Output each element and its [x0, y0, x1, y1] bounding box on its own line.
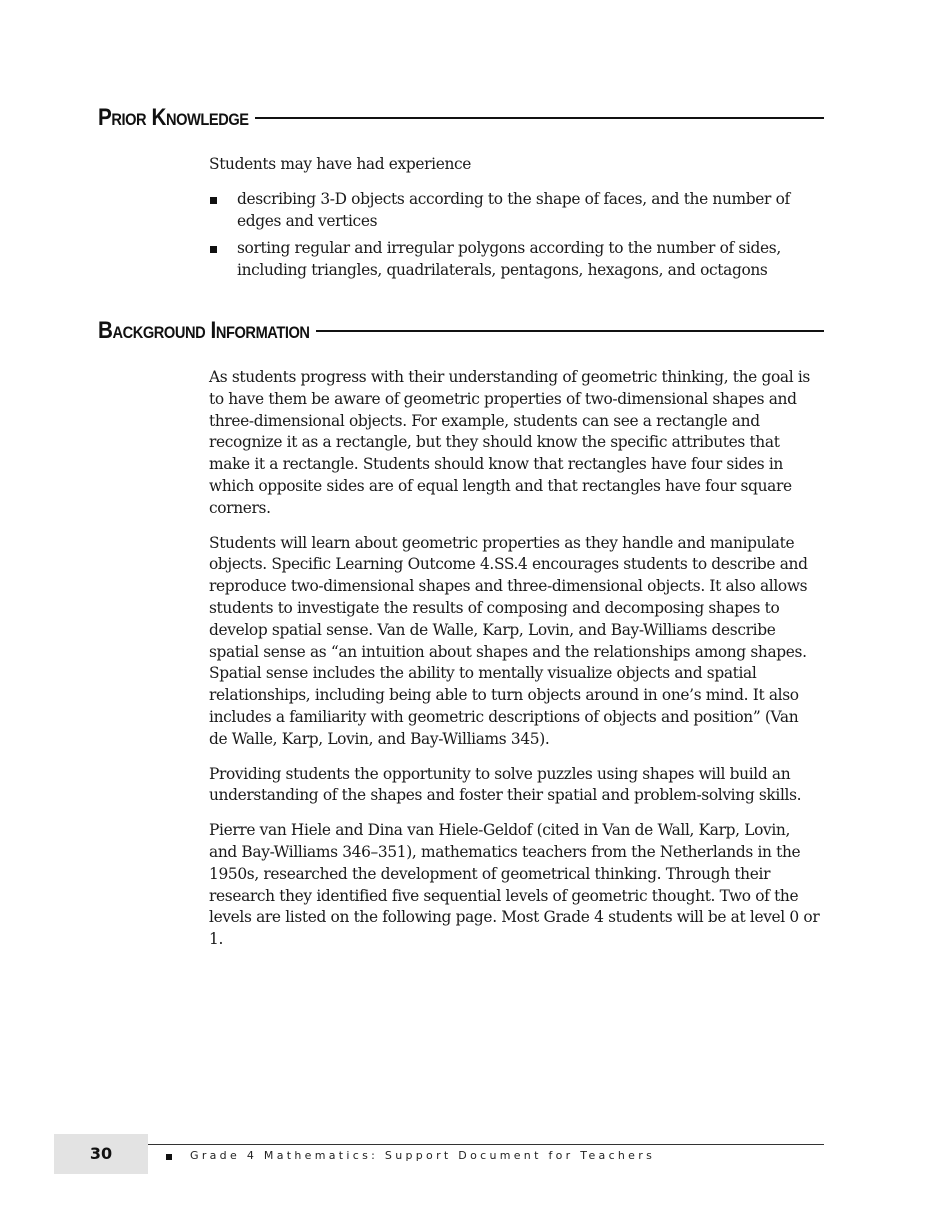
heading-rule: [316, 330, 824, 332]
paragraph: Students will learn about geometric properties as they handle and manipulate objects. Specific Learning Outcome 4.SS.4 encourages students to describe and reproduce two-dimensional shapes and three-dimensional objects. It also allows students to investigate the results of composing and decomposing shapes to develop spatial sense. Van de Walle, Karp, Lovin, and Bay-Williams describe spatial sense as “an intuition about shapes and the relationships among shapes. Spatial sense includes the ability to mentally visualize objects and spatial relationships, including being able to turn objects around in one’s mind. It also includes a familiarity with geometric descriptions of objects and position” (Van de Walle, Karp, Lovin, and Bay-Williams 345).: [209, 533, 808, 748]
prior-knowledge-content: [209, 154, 821, 288]
list-item: [209, 238, 821, 282]
bullet-list: [209, 189, 821, 282]
paragraph: Pierre van Hiele and Dina van Hiele-Geldof (cited in Van de Wall, Karp, Lovin, and Bay-Williams 346–351), mathematics teachers from the Netherlands in the 1950s, researched the development of geometrical thinking. Through their research they identified five sequential levels of geometric thought. Two of the levels are listed on the following page. Most Grade 4 students will be at level 0 or 1.: [209, 821, 820, 949]
section-heading-prior-knowledge: [98, 104, 824, 132]
intro-text: Students may have had experience: [209, 155, 472, 173]
page-number: 30: [54, 1134, 148, 1174]
square-bullet-icon: [166, 1154, 172, 1160]
list-item-text: sorting regular and irregular polygons according to the number of sides, including triangles, quadrilaterals, pentagons, hexagons, and octagons: [237, 239, 781, 280]
footer-rule: [148, 1144, 824, 1145]
paragraph: As students progress with their understanding of geometric thinking, the goal is to have them be aware of geometric properties of two-dimensional shapes and three-dimensional objects. For example, students can see a rectangle and recognize it as a rectangle, but they should know the specific attributes that make it a rectangle. Students should know that rectangles have four sides in which opposite sides are of equal length and that rectangles have four square corners.: [209, 368, 810, 517]
background-information-content: [209, 367, 821, 964]
footer-document-title: Grade 4 Mathematics: Support Document for Teachers: [190, 1149, 656, 1162]
section-title: Prior Knowledge: [98, 104, 249, 131]
square-bullet-icon: [210, 197, 217, 204]
heading-rule: [255, 117, 824, 119]
square-bullet-icon: [210, 246, 217, 253]
section-title: Background Information: [98, 317, 310, 344]
list-item: [209, 189, 821, 233]
paragraph: Providing students the opportunity to solve puzzles using shapes will build an understanding of the shapes and foster their spatial and problem-solving skills.: [209, 764, 802, 805]
list-item-text: describing 3-D objects according to the shape of faces, and the number of edges and vertices: [237, 189, 790, 230]
section-heading-background-information: [98, 317, 824, 345]
